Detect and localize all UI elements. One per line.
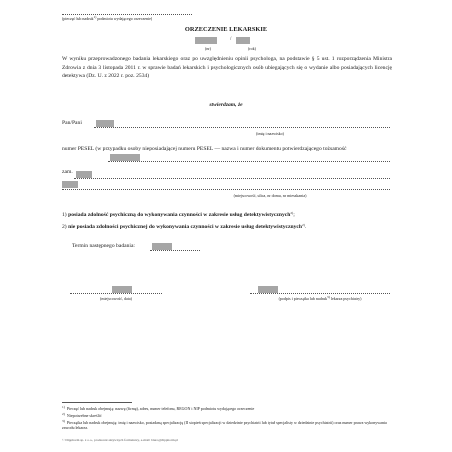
place-date-line xyxy=(70,293,162,294)
place-date-caption: (miejscowość, data) xyxy=(100,296,132,301)
person-label: Pan/Pani xyxy=(62,120,82,126)
option-1-text: posiada zdolność psychiczną do wykonywania czynności w zakresie usług detektywistycznych xyxy=(68,212,291,218)
copyright-text: © Dipphorm sp. z o.o., producent aktywnych formularzy, e-mail: biuro@dipphorm.pl xyxy=(62,438,179,442)
signature-line xyxy=(250,293,390,294)
residence-line-2 xyxy=(62,189,390,190)
residence-line-1 xyxy=(74,178,390,179)
option-2[interactable]: 2) nie posiada zdolności psychicznej do wykonywania czynności w zakresie usług detektywistycznych$^{2)}$. xyxy=(62,223,307,230)
footnote-1: $^{1)}$ Pieczęć lub nadruk obejmują: nazwę (firmę), adres, numer telefonu, REGON i NIP podmiotu wydającego orzeczenie xyxy=(62,405,255,411)
person-caption: (imię i nazwisko) xyxy=(256,131,284,136)
footnote-separator xyxy=(62,402,132,403)
next-exam-label: Termin następnego badania: xyxy=(72,243,135,249)
footnote-2: $^{2)}$ Niepotrzebne skreślić xyxy=(62,412,102,418)
signature-caption: (podpis i pieczątka lub nadruk$^{3)}$ lekarza psychiatry) xyxy=(278,295,362,301)
residence-field-1[interactable] xyxy=(76,171,92,178)
residence-label: zam. xyxy=(62,169,73,175)
pesel-text: numer PESEL (w przypadku osoby nieposiadającej numeru PESEL — nazwa i numer dokumentu potwierdzającego tożsamość xyxy=(62,146,347,152)
next-exam-field[interactable] xyxy=(152,243,172,250)
option-2-number: 2) xyxy=(62,224,67,230)
person-name-field[interactable] xyxy=(96,120,114,127)
statement-heading: stwierdzam, że xyxy=(209,102,243,108)
option-2-text: nie posiada zdolności psychicznej do wykonywania czynności w zakresie usług detektywistycznych xyxy=(68,224,302,230)
number-label: (nr) xyxy=(205,46,211,51)
year-label: (rok) xyxy=(248,46,256,51)
option-1-number: 1) xyxy=(62,212,67,218)
document-number-field[interactable] xyxy=(195,37,217,44)
pesel-line xyxy=(108,161,390,162)
pesel-field[interactable] xyxy=(110,154,140,161)
residence-caption: (miejscowość, ulica, nr domu, nr mieszkania) xyxy=(233,193,307,198)
option-1[interactable]: 1) posiada zdolność psychiczną do wykonywania czynności w zakresie usług detektywistycznych$^{2)}$; xyxy=(62,211,295,218)
stamp-line xyxy=(62,14,192,15)
signature-field[interactable] xyxy=(258,286,278,293)
place-date-field[interactable] xyxy=(112,286,132,293)
document-year-field[interactable] xyxy=(236,37,250,44)
footnote-3: $^{3)}$ Pieczątka lub nadruk obejmują: imię i nazwisko, posiadaną specjalizację (II stopień specjalizacji w dziedzinie psychiatrii lub tytuł specjalisty w dziedzinie psychiatrii) oraz numer prawa wykonywania zawodu lekarza. xyxy=(62,419,387,430)
next-exam-line xyxy=(150,250,200,251)
stamp-caption: (pieczęć lub nadruk$^{1)}$ podmiotu wydającego orzeczenie) xyxy=(62,15,153,21)
number-slash: / xyxy=(230,37,232,42)
residence-field-2[interactable] xyxy=(62,181,78,188)
person-name-line xyxy=(94,127,390,128)
page-title: ORZECZENIE LEKARSKIE xyxy=(184,26,268,33)
intro-paragraph: W wyniku przeprowadzonego badania lekarskiego oraz po uwzględnieniu opinii psychologa, na podstawie § 5 ust. 1 rozporządzenia Ministra Zdrowia z dnia 3 listopada 2011 r. w sprawie badań lekarskich i psychologicznych osób ubiegających się o wydanie albo posiadających licencję detektywa (Dz. U. z 2022 r. poz. 2534) xyxy=(62,56,392,80)
